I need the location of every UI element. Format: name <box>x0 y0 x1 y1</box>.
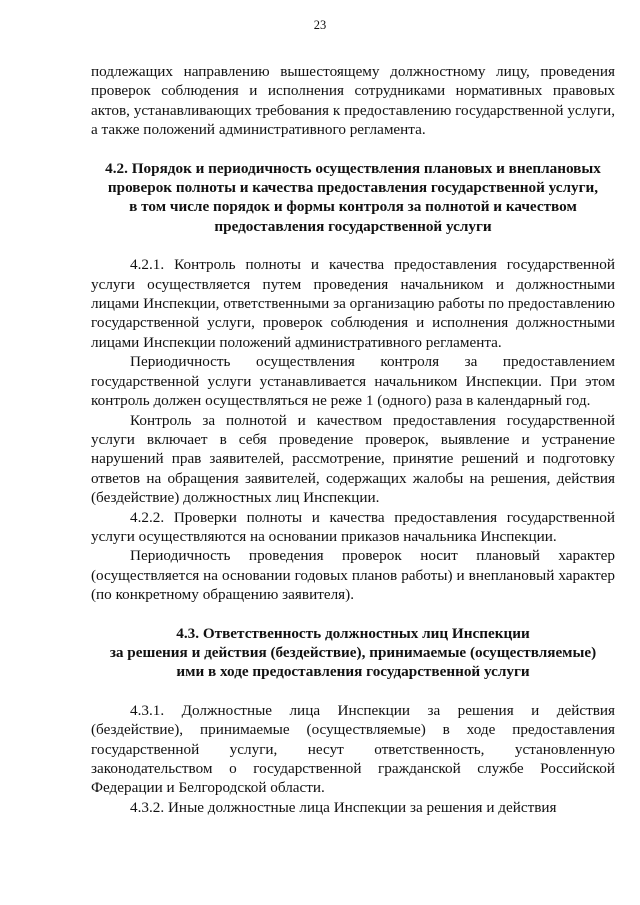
paragraph-4-3-1: 4.3.1. Должностные лица Инспекции за решения и действия (бездействие), принимаемые (осуществляемые) в ходе предоставления государственной услуги, несут ответственность, установленную законодательством о государственной гражданской службе Российской Федерации и Белгородской области. <box>91 701 615 797</box>
paragraph-periodicity-control: Периодичность осуществления контроля за предоставлением государственной услуги устанавливается начальником Инспекции. При этом контроль должен осуществляться не реже 1 (одного) раза в календарный год. <box>91 353 615 410</box>
section-4-3-heading-line: 4.3. Ответственность должностных лиц Инспекции <box>176 624 530 642</box>
section-4-3-heading-line: ими в ходе предоставления государственной услуги <box>176 663 530 681</box>
paragraph-4-2-2: 4.2.2. Проверки полноты и качества предоставления государственной услуги осуществляются на основании приказов начальника Инспекции. <box>91 508 615 545</box>
page-number: 23 <box>313 18 327 32</box>
paragraph-control-scope: Контроль за полнотой и качеством предоставления государственной услуги включает в себя проведение проверок, выявление и устранение нарушений прав заявителей, рассмотрение, принятие решений и подготовку ответов на обращения заявителей, содержащих жалобы на решения, действия (бездействие) должностных лиц Инспекции. <box>91 411 615 507</box>
section-4-2-heading-line: предоставления государственной услуги <box>214 217 492 235</box>
paragraph-periodicity-checks: Периодичность проведения проверок носит плановый характер (осуществляется на основании годовых планов работы) и внеплановый характер (по конкретному обращению заявителя). <box>91 547 615 604</box>
section-4-2-heading <box>91 159 615 237</box>
paragraph-4-3-2: 4.3.2. Иные должностные лица Инспекции за решения и действия <box>130 798 557 816</box>
intro-paragraph: подлежащих направлению вышестоящему должностному лицу, проведения проверок соблюдения и исполнения сотрудниками нормативных правовых актов, устанавливающих требования к предоставлению государственной услуги, а также положений административного регламента. <box>91 63 615 139</box>
section-4-3-heading-line: за решения и действия (бездействие), принимаемые (осуществляемые) <box>109 643 597 661</box>
section-4-2-heading-line: 4.2. Порядок и периодичность осуществления плановых и внеплановых <box>105 159 601 177</box>
section-4-3-heading <box>91 624 615 682</box>
section-4-2-heading-line: в том числе порядок и формы контроля за полнотой и качеством <box>129 198 577 216</box>
document-body <box>91 62 615 817</box>
section-4-2-heading-line: проверок полноты и качества предоставления государственной услуги, <box>107 179 599 197</box>
paragraph-4-2-1: 4.2.1. Контроль полноты и качества предоставления государственной услуги осуществляется путем проведения начальником и должностными лицами Инспекции, ответственными за организацию работы по предоставлению государственной услуги, проверок соблюдения и исполнения должностными лицами Инспекции положений административного регламента. <box>91 256 615 351</box>
